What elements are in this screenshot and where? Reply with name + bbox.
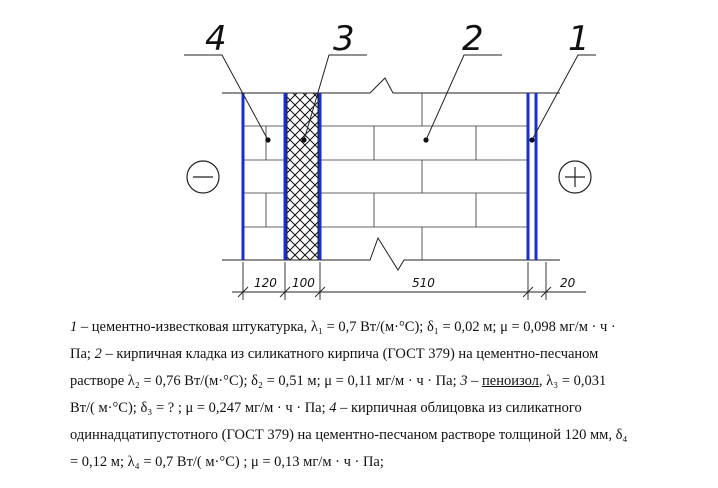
dimension-120: 120 xyxy=(254,276,277,290)
dimension-line xyxy=(232,262,586,300)
layer-description xyxy=(70,314,690,476)
minus-sign-icon xyxy=(187,161,219,193)
caption-line-6: = 0,12 м; λ₄ = 0,7 Вт/( м·°С) ; μ = 0,13 мг/м · ч · Па; xyxy=(70,454,384,470)
caption-line-5: одиннадцатипустотного (ГОСТ 379) на цементно-песчаном растворе толщиной 120 мм, δ₄ xyxy=(70,427,628,443)
insulation-layer xyxy=(287,93,318,260)
dimension-20: 20 xyxy=(560,276,576,290)
label-layer-2: 2 xyxy=(462,19,484,59)
caption-line-3: растворе λ₂ = 0,76 Вт/(м·°С); δ₂ = 0,51 м; μ = 0,11 мг/м · ч · Па; 3 – пеноизол, λ₃ = 0,031 xyxy=(70,373,607,389)
facing-brick-layer xyxy=(243,126,285,227)
caption-line-2: Па; 2 – кирпичная кладка из силикатного кирпича (ГОСТ 379) на цементно-песчаном xyxy=(70,346,599,362)
caption-line-1: 1 – цементно-известковая штукатурка, λ₁ = 0,7 Вт/(м·°С); δ₁ = 0,02 м; μ = 0,098 мг/м · ч · xyxy=(70,319,616,335)
plus-sign-icon xyxy=(559,161,591,193)
dimension-510: 510 xyxy=(412,276,435,290)
wall-outline xyxy=(222,78,560,270)
dimension-100: 100 xyxy=(292,276,315,290)
leader-dots xyxy=(265,137,534,142)
label-layer-4: 4 xyxy=(205,19,227,59)
leader-lines xyxy=(184,55,596,140)
label-layer-3: 3 xyxy=(333,19,355,59)
label-layer-1: 1 xyxy=(568,19,590,59)
masonry-layer xyxy=(320,93,528,260)
caption-line-4: Вт/( м·°С); δ₃ = ? ; μ = 0,247 мг/м · ч · Па; 4 – кирпичная облицовка из силикатного xyxy=(70,400,582,416)
